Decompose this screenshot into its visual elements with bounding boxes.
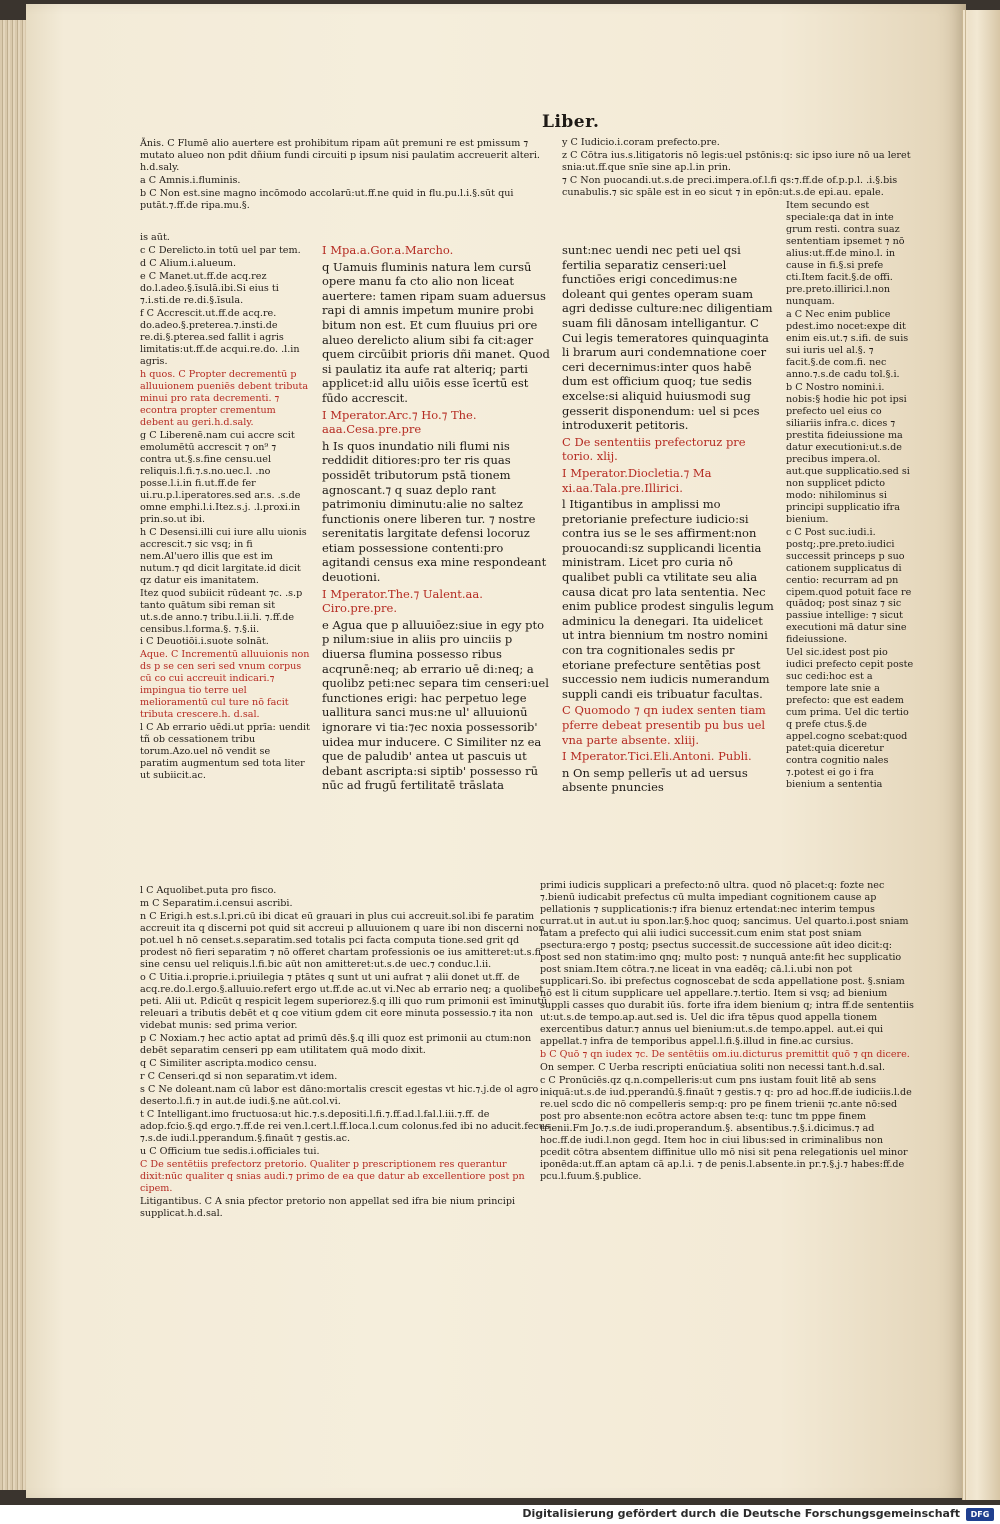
gloss-paragraph: y C Iudicio.i.coram prefecto.pre.	[562, 137, 720, 148]
rubric-heading: C De sententiis prefectoruz pre torio. xlij.	[562, 434, 746, 464]
gloss-paragraph: e C Manet.ut.ff.de acq.rez do.l.adeo.§.īsulā.ibi.Si eius ti ⁊.i.sti.de re.di.§.īsula.	[140, 270, 279, 306]
gloss-paragraph: z C Cōtra ius.s.litigatoris nō legis:uel pstōnis:q: sic ipso iure nō ua leret snia:ut.ff.que snīe sine ap.l.in prin.	[562, 149, 911, 173]
gloss-top-right	[562, 137, 912, 200]
gloss-paragraph: C De sentētiis prefectorz pretorio. Qualiter p prescriptionem res querantur dixit:nūc qualiter q snias audi.⁊ primo de ea que datur ab excellentiore post pn cipem.	[140, 1158, 525, 1194]
gloss-paragraph: h quos. C Propter decrementū p alluuionem pueniēs debent tributa minui pro rata decrementi. ⁊ econtra propter crementum debent au geri.h.d.saly.	[140, 368, 309, 428]
footer-bar	[0, 1505, 1000, 1524]
gloss-paragraph: b C Quō ⁊ qn iudex ⁊c. De sentētiis om.iu.dicturus premittit quō ⁊ qn dicere.	[540, 1048, 910, 1060]
gloss-paragraph: Uel sic.idest post pio iudici prefecto cepit poste suc cedi:hoc est a tempore late snie a prefecto: que est eadem cum prima. Uel dic tertio q prefe ctus.§.de appel.cogno scebat:quod patet:quia diceretur contra cognitio nales ⁊.potest ei go i fra bienium a sententia	[786, 647, 914, 791]
gloss-paragraph: Litigantibus. C A snia pfector pretorio non appellat sed ifra bie nium principi supplicat.h.d.sal.	[140, 1195, 516, 1219]
gloss-paragraph: b C Nostro nomini.i. nobis:§ hodie hic pot ipsi prefecto uel eius co siliariis infra.c. dices ⁊ prestita fideiussione ma datur executioni:ut.s.de precibus impera.ol. aut.que supplicatio.sed si non supplicet pdicto modo: nihilominus si principi supplicatio ifra bienium.	[786, 381, 910, 525]
gloss-paragraph: n C Erigi.h est.s.l.pri.cū ibi dicat eū grauari in plus cui accreuit.sol.ibi fe paratim accreuit ita q discerni pot quid sit accreui p alluuionem q uare ibi non discerni non pot.uel h nō censet.s.separatim.sed totalis pci facta computa tione.sed grit qd prodest nō fieri separatim ⁊ nō offeret chartam professionis oe ius amitteret:ut.s.fi sine censu uel reliquis.l.fi.bic aūt non amitteret:ut.s.de uec.⁊ conduc.l.ii.	[140, 910, 545, 970]
main-text-heading: I Mperator.Tici.Eli.Antoni. Publi.	[562, 749, 752, 764]
gloss-paragraph: On semper. C Uerba rescripti enūciatiua soliti non necessi tant.h.d.sal.	[540, 1061, 885, 1073]
rubric-heading: C Quomodo ⁊ qn iudex senten tiam pferre debeat presentib pu bus uel vna parte absente. xliij.	[562, 703, 766, 747]
main-text-heading: I Mpa.a.Gor.a.Marcho.	[322, 243, 454, 257]
gloss-paragraph: a C Amnis.i.fluminis.	[140, 174, 241, 186]
main-text-heading: I Mperator.Diocletia.⁊ Ma xi.aa.Tala.pre.Illirici.	[562, 465, 712, 495]
gloss-paragraph: Itez quod subiicit rūdeant ⁊c. .s.p tanto quātum sibi reman sit ut.s.de anno.⁊ tribu.l.ii.li. ⁊.ff.de censibus.l.forma.§. ⁊.§.ii.	[140, 587, 303, 635]
main-text-paragraph: h Is quos inundatio nili flumi nis reddidit ditiores:pro ter ris quas possidēt tributorum pstā tionem agnoscant.⁊ q suaz deplo rant patrimoniu diminutu:alie no saltez functionis onere liberen tur. ⁊ nostre serenitatis largitate defensi locoruz etiam possessione contenti:pro agitandi census exa mine respondeant deuotioni.	[322, 438, 547, 585]
funding-credit: Digitalisierung gefördert durch die Deutsche Forschungsgemeinschaft	[522, 1507, 960, 1520]
main-text-paragraph: e Agua que p alluuiōez:siue in egy pto p nilum:siue in aliis pro uinciis p diuersa flumina possesso ribus acqrunē:neq; ab errario uē di:neq; a quolibz peti:nec separa tim censeri:uel functiones erigi: hac perpetuo lege uallitura sanci mus:ne ul' alluuionū ignorare vi tia:⁊ec noxia possessorib' uidea mur inducere. C Similiter nz ea que de paludib' antea ut pascuis ut debant ascripta:si siptib' possesso rū nūc ad frugū fertilitatē trāslata	[322, 617, 549, 793]
gloss-paragraph: r C Censeri.qd si non separatim.vt idem.	[140, 1070, 338, 1082]
gloss-paragraph: m C Separatim.i.censui ascribi.	[140, 897, 293, 909]
gloss-left-column	[140, 232, 310, 783]
gloss-paragraph: d C Alium.i.alueum.	[140, 257, 237, 269]
main-text-heading: I Mperator.The.⁊ Ualent.aa. Ciro.pre.pre.	[322, 586, 483, 616]
main-text-paragraph: n On semp pellerīs ut ad uersus absente pnuncies	[562, 765, 748, 795]
gloss-paragraph: Item secundo est speciale:qa dat in inte grum resti. contra suaz sententiam ipsemet ⁊ nō alius:ut.ff.de mino.l. in cause in fi.§.si prefe cti.Item facit.§.de offi. pre.preto.illirici.l.non nunquam.	[786, 200, 905, 307]
gloss-paragraph: p C Noxiam.⁊ hec actio aptat ad primū dēs.§.q illi quoz est primonii au ctum:non debēt separatim censeri pp eam utilitatem quā modo dixit.	[140, 1032, 532, 1056]
gloss-top-left	[140, 138, 560, 213]
gloss-paragraph: Ãnis. C Flumē alio auertere est prohibitum ripam aūt premuni re est pmissum ⁊ mutato alueo non pdit dñium fundi circuiti p ipsum nisi paulatim accreuerit alteri. h.d.saly.	[140, 138, 540, 173]
dfg-logo: DFG	[966, 1508, 994, 1521]
gloss-paragraph: f C Accrescit.ut.ff.de acq.re. do.adeo.§.preterea.⁊.insti.de re.di.§.pterea.sed fallit i agris limitatis:ut.ff.de acqui.re.do. .l.in agris.	[140, 307, 300, 367]
main-text-right	[562, 243, 774, 797]
gloss-paragraph: c C Derelicto.in totū uel par tem.	[140, 244, 301, 256]
gloss-paragraph: u C Officium tue sedis.i.officiales tui.	[140, 1145, 320, 1157]
gloss-paragraph: q C Similiter ascripta.modico censu.	[140, 1057, 317, 1069]
gloss-paragraph: t C Intelligant.imo fructuosa:ut hic.⁊.s.depositi.l.fi.⁊.ff.ad.l.fal.l.iii.⁊.ff. de adop.fcio.§.qd ergo.⁊.ff.de rei ven.l.cert.l.ff.loca.l.cum colonus.fed ibi no aducit.fecus ⁊.s.de iudi.l.pperandum.§.finaūt ⁊ gestis.ac.	[140, 1108, 550, 1144]
gloss-paragraph: is aūt.	[140, 232, 170, 243]
gloss-paragraph: l C Ab errario uēdi.ut pprīa: uendit tñ ob cessationem tribu torum.Azo.uel nō vendit se paratim augmentum sed tota liter ut subiicit.ac.	[140, 722, 310, 782]
gloss-paragraph: i C Deuotiōi.i.suote solnāt.	[140, 636, 269, 648]
gloss-bottom-right	[540, 880, 914, 1184]
gloss-paragraph: o C Uitia.i.proprie.i.priuilegia ⁊ ptātes q sunt ut uni aufrat ⁊ alii donet ut.ff. de acq.re.do.l.ergo.§.alluuio.refert ergo ut.ff.de ac.ut vi.Nec ab errario neq; a quolibet peti. Alii ut. P.dicūt q respicit legem superiorez.§.q illi quo rum primonii est īminutū releuari a tributis debēt et q coe vitium gdem cit eore minuta possessio.⁊ ita non videbat munis: sed prima verior.	[140, 971, 548, 1031]
gloss-paragraph: c C Pronūciēs.qz q.n.compelleris:ut cum pns iustam fouit litē ab sens iniquā:ut.s.de iud.pperandū.§.finaūt ⁊ gestis.⁊ q: pro ad hoc.ff.de iudiciis.l.de re.uel scdo dic nō compelleris semp:q: pro pe finem trienii ⁊c.ante nō:sed post pro absente:non ecōtra actore absen te:q: tunc tm pppe finem trienii.Fm Jo.⁊.s.de iudi.properandum.§. absentibus.⁊.§.i.dicimus.⁊ ad hoc.ff.de iudi.l.non gegd. Item hoc in ciui libus:sed in criminalibus non pcedit cōtra absentem diffinitue ullo mō nisi sit pena relegationis uel minor iponēda:ut.ff.an aptam cā ap.l.i. ⁊ de penis.l.absente.in pr.⁊.§.j.⁊ habes:ff.de pcu.l.fuum.§.publice.	[540, 1074, 912, 1182]
gloss-paragraph: h C Desensi.illi cui iure allu uionis accrescit.⁊ sic vsq; in fi nem.Al'uero illis que est im nutum.⁊ qd dicit largitate.id dicit qz datur eis imanitatem.	[140, 526, 307, 586]
main-text-paragraph: q Uamuis fluminis natura lem cursū opere manu fa cto alio non liceat auertere: tamen ripam suam aduersus rapi di amnis impetum munire probi bitum non est. Et cum fluuius pri ore alueo derelicto alium sibi fa cit:ager quem circūibit prioris dñi manet. Quod si paulatiz ita aufe rat alteriq; parti applicet:id allu uiōis esse īcertū est fūdo accrescit.	[322, 259, 550, 405]
gloss-paragraph: primi iudicis supplicari a prefecto:nō ultra. quod nō placet:q: fozte nec ⁊.bienū iudicabit prefectus cū multa impediant cognitionem cause ap pellationis ⁊ supplicationis:⁊ ifra bienuz ertendat:nec interim tempus currat.ut in aut.ut iu spon.lar.§.hoc quoq; sancimus. Uel quarto.i.post sniam latam a prefecto qui alii iudici successit.cum enim stat post sniam psectura:ergo ⁊ postq; psectus successit.de successione aūt ideo dicit:q: post sed non statim:imo qnq; multo post: ⁊ nunquā ante:fit hec supplicatio post sniam.Item cōtra.⁊.ne liceat in vna eadēq; cā.l.i.ubi non pot supplicari.So. ibi prefectus cognoscebat de scda appellatione post. §.sniam nō est li citum supplicare uel appellare.⁊.tertio. Item si vsq; ad bienium suppli casses quo durabit iūs. forte ifra idem bienium q; intra ff.de sententiis ut:ut.s.de tempo.ap.aut.sed is. Uel dic ifra tēpus quod appella tionem exercentibus datur.⁊ annus uel bienium:ut.s.de tempo.appel. aut.ei qui appellat.⁊ infra de temporibus appel.l.fi.§.illud in fine.ac cursius.	[540, 880, 914, 1047]
running-head: Liber.	[542, 112, 600, 132]
gloss-paragraph: l C Aquolibet.puta pro fisco.	[140, 885, 277, 896]
gloss-bottom-left	[140, 885, 550, 1221]
gloss-paragraph: c C Post suc.iudi.i. postq;.pre.preto.iudici successit princeps p suo cationem supplicatus di centio: recurram ad pn cipem.quod potuit face re quādoq; post sinaz ⁊ sic passiue intellige: ⁊ sicut executioni mā datur sine fideiussione.	[786, 526, 912, 646]
right-page-edges	[962, 10, 1000, 1500]
gloss-right-margin	[786, 200, 914, 792]
gloss-paragraph: Aque. C Incrementū alluuionis non ds p se cen seri sed vnum corpus cū co cui accreuit indicari.⁊ impingua tio terre uel melioramentū cul ture nō facit tributa crescere.h. d.sal.	[140, 649, 310, 721]
main-text-left	[322, 243, 550, 795]
main-text-paragraph: sunt:nec uendi nec peti uel qsi fertilia separatiz censeri:uel functiōes erigi concedimus:ne doleant qui gentes operam suam agri dedisse culture:nec diligentiam suam fili dānosam intelligantur. C Cui legis temeratores quinquaginta li brarum auri condemnatione coer ceri decernimus:inter quos habē dum est officium quoq; tue sedis excelse:si aliquid huiusmodi sug gesserit disponendum: uel si pces introduxerit petitoris.	[562, 243, 773, 433]
gloss-paragraph: ⁊ C Non puocandi.ut.s.de preci.impera.of.l.fi qs:⁊.ff.de of.p.p.l. .i.§.bis cunabulis.⁊ sic spāle est in eo sicut ⁊ in epōn:ut.s.de epi.au. epale.	[562, 174, 898, 198]
gloss-paragraph: g C Liberenē.nam cui accre scit emolumētū accrescit ⁊ on⁹ ⁊ contra ut.§.s.fine censu.uel reliquis.l.fi.⁊.s.no.uec.l. .no posse.l.i.in fi.ut.ff.de fer ui.ru.p.l.iperatores.sed ar.s. .s.de omne emphi.l.i.Itez.s.j. .l.proxi.in prin.so.ut ibi.	[140, 429, 301, 525]
gloss-paragraph: s C Ne doleant.nam cū labor est dāno:mortalis crescit egestas vt hic.⁊.j.de ol agro deserto.l.fi.⁊ in aut.de iudi.§.ne aūt.col.vi.	[140, 1083, 539, 1107]
gloss-paragraph: b C Non est.sine magno incōmodo accolarū:ut.ff.ne quid in flu.pu.l.i.§.sūt qui putāt.⁊.ff.de ripa.mu.§.	[140, 187, 514, 211]
main-text-paragraph: l Itigantibus in amplissi mo pretorianie prefecture iudicio:si contra ius se le ses affirment:non prouocandi:sz supplicandi licentia ministram. Licet pro curia nō qualibet publi ca vtilitate seu alia causa dicat pro lata sententia. Nec enim publice prodest singulis legum adminicu la denegari. Ita uidelicet ut intra biennium tm nostro nomini con tra cognitionales sedis pr etoriane prefecture sentētias post successio nem iudicis numerandum suppli candi eis tribuatur facultas.	[562, 497, 774, 701]
gloss-paragraph: a C Nec enim publice pdest.imo nocet:expe dit enim eis.ut.⁊ s.ifi. de suis sui iuris uel al.§. ⁊ facit.§.de com.fi. nec anno.⁊.s.de cadu tol.§.i.	[786, 308, 909, 380]
left-page-edges	[0, 20, 29, 1490]
main-text-heading: I Mperator.Arc.⁊ Ho.⁊ The. aaa.Cesa.pre.pre	[322, 407, 477, 437]
